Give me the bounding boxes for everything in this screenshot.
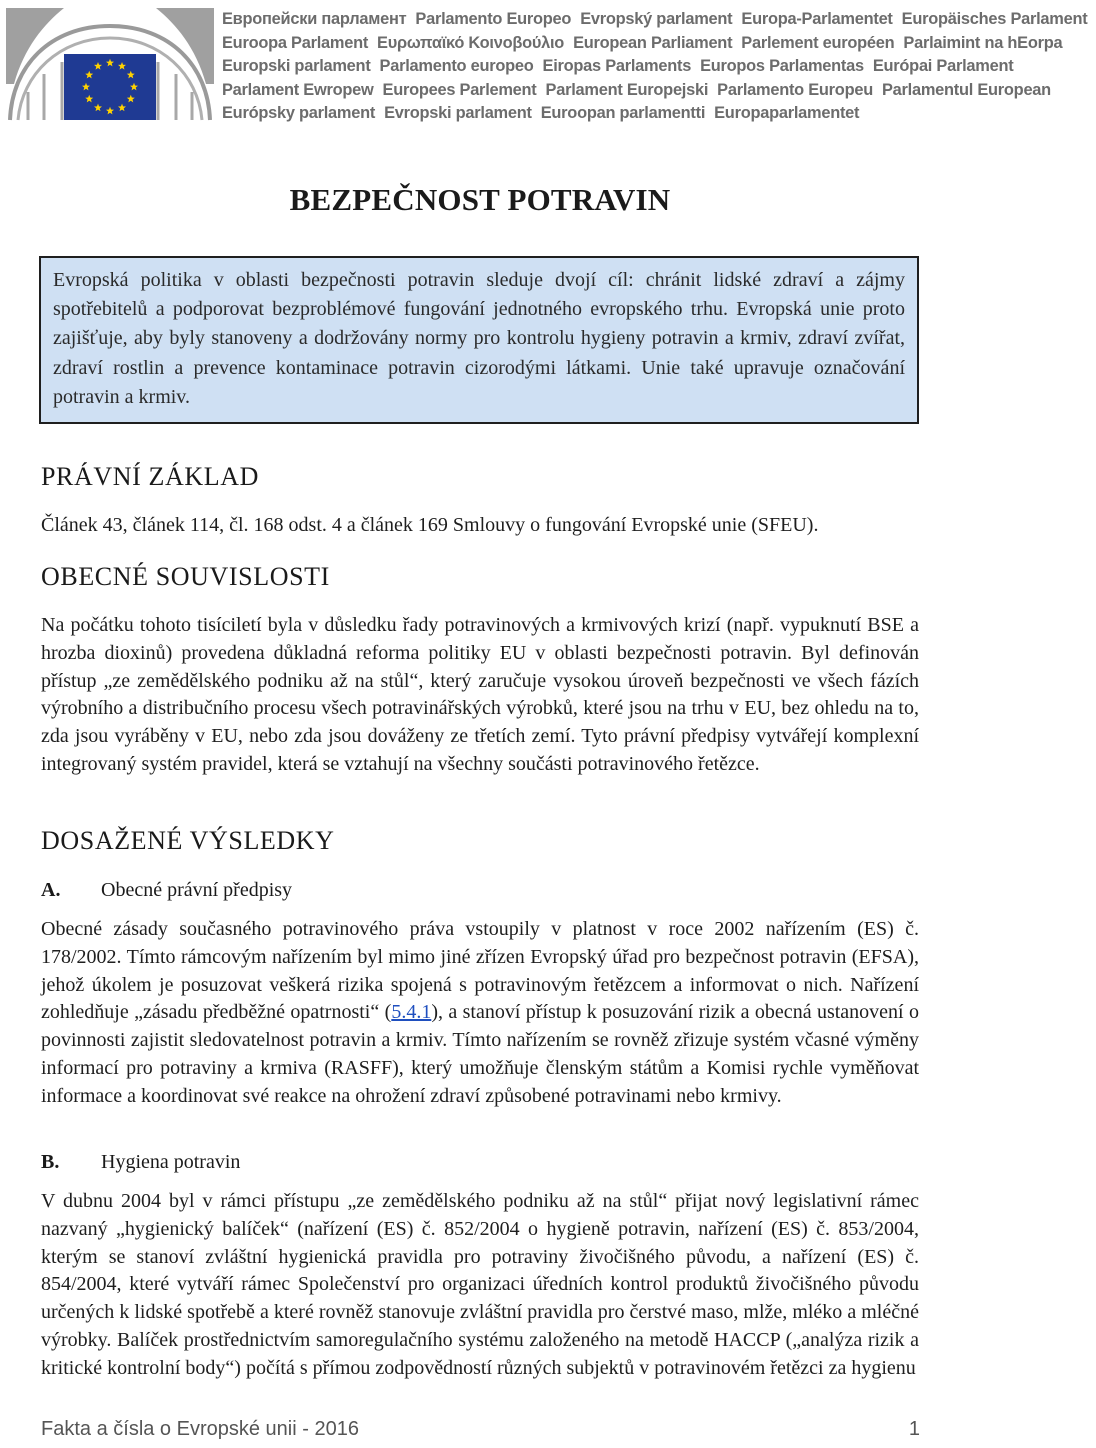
european-parliament-logo bbox=[4, 4, 216, 122]
language-row bbox=[222, 79, 1051, 103]
language-row bbox=[222, 102, 958, 126]
language-name: Parlamento europeo bbox=[379, 57, 534, 76]
language-name: Europees Parlement bbox=[382, 80, 537, 99]
language-name: Parlament Ewropew bbox=[222, 80, 374, 99]
language-name: Europäisches Parlament bbox=[901, 10, 1088, 28]
language-name: Európsky parlament bbox=[222, 104, 376, 123]
page-number: 1 bbox=[908, 1418, 920, 1440]
section-heading-results: DOSAŽENÉ VÝSLEDKY bbox=[41, 826, 335, 855]
subsection-b-title: Hygiena potravin bbox=[101, 1151, 241, 1173]
subsection-a-text bbox=[41, 916, 919, 1111]
language-name: Evropský parlament bbox=[580, 10, 733, 28]
language-row bbox=[222, 55, 1014, 79]
language-name: Parlament Europejski bbox=[545, 80, 709, 99]
language-name: Europski parlament bbox=[222, 57, 371, 76]
subsection-a-letter: A. bbox=[41, 879, 61, 901]
summary-box bbox=[39, 256, 919, 424]
language-name: Parlaimint na hEorpa bbox=[903, 33, 1063, 52]
subsection-a-text-part-1: Obecné zásady současného potravinového práva vstoupily v platnost v roce 2002 nařízením (ES) č. 178/2002. Tímto rámcovým nařízením byl mimo jiné zřízen Evropský úřad pro bezpečnost potravin (EFSA), jehož úkolem je posuzovat veškerá rizika spojená s potravinovým řetězcem a informovat o nich. Nařízení zohledňuje „zásadu předběžné opatrnosti“ ( bbox=[41, 918, 919, 1024]
section-heading-legal-basis: PRÁVNÍ ZÁKLAD bbox=[41, 462, 259, 491]
footer-publication-title: Fakta a čísla o Evropské unii - 2016 bbox=[41, 1418, 359, 1440]
language-name: Europaparlamentet bbox=[714, 104, 860, 123]
language-name: Ευρωπαϊκό Κοινοβούλιο bbox=[377, 33, 565, 52]
legal-basis-text: Článek 43, článek 114, čl. 168 odst. 4 a článek 169 Smlouvy o fungování Evropské unie (SFEU). bbox=[41, 514, 819, 536]
summary-text: Evropská politika v oblasti bezpečnosti potravin sleduje dvojí cíl: chránit lidské zdraví a zájmy spotřebitelů a podporovat bezproblémové fungování jednotného evropského trhu. Evropská unie proto zajišťuje, aby byly stanoveny a dodržovány normy pro kontrolu hygieny potravin a krmiv, zdraví zvířat, zdraví rostlin a prevence kontaminace potravin cizorodými látkami. Unie také upravuje označování potravin a krmiv. bbox=[53, 269, 905, 408]
page-header bbox=[0, 0, 1088, 130]
document-title: BEZPEČNOST POTRAVIN bbox=[289, 182, 671, 217]
language-name: Европейски парламент bbox=[222, 10, 407, 28]
language-row bbox=[222, 32, 1063, 56]
language-name: Euroopa Parlament bbox=[222, 33, 369, 52]
language-name: Parlement européen bbox=[741, 33, 895, 52]
subsection-a-text-part-2: ), a stanoví přístup k posuzování rizik a obecná ustanovení o povinnosti zajistit sledovatelnost potravin a krmiv. Tímto nařízením se rovněž zřizuje systém včasné výměny informací pro potraviny a krmiva (RASFF), který umožňuje členským státům a Komisi rychle vyměňovat informace a koordinovat své reakce na ohrožení zdraví způsobené potravinami nebo krmivy. bbox=[41, 1001, 919, 1107]
language-name: Európai Parlament bbox=[872, 57, 1014, 76]
general-context-text: Na počátku tohoto tisíciletí byla v důsledku řady potravinových a krmivových krizí (např. vypuknutí BSE a hrozba dioxinů) provedena důkladná reforma politiky EU v oblasti bezpečnosti potravin. Byl definován přístup „ze zemědělského podniku až na stůl“, který zaručuje vysokou úroveň bezpečnosti ve všech fázích výrobního a distribučního procesu všech potravinářských výrobků, které jsou na trhu v EU, bez ohledu na to, zda jsou vyráběny v EU, nebo zda jsou dováženy ze třetích zemí. Tyto právní předpisy vytvářejí komplexní integrovaný systém pravidel, která se vztahují na všechny součásti potravinového řetězce. bbox=[41, 614, 919, 775]
language-name: Eiropas Parlaments bbox=[542, 57, 692, 76]
language-names bbox=[222, 8, 1088, 126]
section-heading-general-context: OBECNÉ SOUVISLOSTI bbox=[41, 562, 330, 591]
language-name: Parlamento Europeo bbox=[415, 10, 572, 28]
page-footer bbox=[41, 1418, 920, 1448]
language-name: European Parliament bbox=[573, 33, 733, 52]
subsection-b-letter: B. bbox=[41, 1151, 60, 1173]
language-name: Evropski parlament bbox=[384, 104, 532, 123]
language-name: Parlamento Europeu bbox=[717, 80, 873, 99]
subsection-a-title: Obecné právní předpisy bbox=[101, 879, 293, 901]
language-name: Parlamentul European bbox=[881, 80, 1051, 99]
subsection-a-heading bbox=[41, 876, 292, 904]
language-row bbox=[222, 8, 1088, 32]
language-name: Europos Parlamentas bbox=[700, 57, 864, 76]
subsection-b-text: V dubnu 2004 byl v rámci přístupu „ze zemědělského podniku až na stůl“ přijat nový legislativní rámec nazvaný „hygienický balíček“ (nařízení (ES) č. 852/2004 o hygieně potravin, nařízení (ES) č. 853/2004, kterým se stanoví zvláštní hygienická pravidla pro potraviny živočišného původu, a nařízení (ES) č. 854/2004, které vytváří rámec Společenství pro organizaci úředních kontrol produktů živočišného původu určených k lidské spotřebě a které rovněž stanovuje zvláštní pravidla pro čerstvé maso, mlže, mléko a mléčné výrobky. Balíček prostřednictvím samoregulačního systému založeného na metodě HACCP („analýza rizik a kritické kontrolní body“) počítá s přímou zodpovědností různých subjektů v potravinovém řetězci za hygienu bbox=[41, 1190, 919, 1379]
precautionary-principle-link[interactable]: 5.4.1 bbox=[391, 1001, 432, 1024]
language-name: Europa-Parlamentet bbox=[741, 10, 893, 28]
language-name: Euroopan parlamentti bbox=[540, 104, 706, 123]
subsection-b-heading bbox=[41, 1148, 240, 1176]
